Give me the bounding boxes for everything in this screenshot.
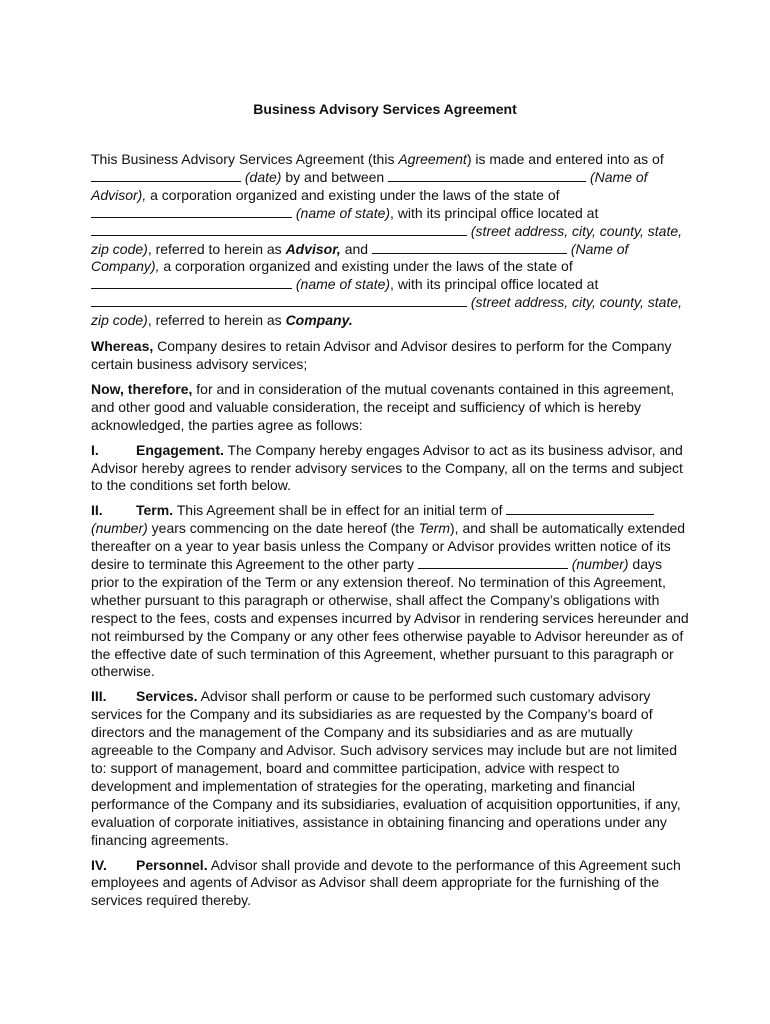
therefore-text: for and in consideration of the mutual covenants contained in this agreement, and other good and valuable consideration, the receipt and sufficiency of which is hereby acknowledged, the parties agree as follows: — [91, 380, 675, 433]
advisor-term: Advisor, — [285, 240, 341, 257]
intro-text-2: ) is made and entered into as of — [466, 151, 664, 167]
section-text: The Company hereby engages Advisor to act as its business advisor, and Advisor hereby agrees to render advisory services to the Company, all on the terms and subject to the conditions set forth below. — [91, 441, 683, 494]
agreement-term: Agreement — [398, 151, 467, 167]
address-blank-2 — [91, 306, 467, 307]
section-heading: Personnel. — [136, 856, 208, 873]
intro-paragraph — [91, 151, 689, 330]
intro-text-5: , with its principal office located at — [390, 204, 599, 221]
section-term — [91, 502, 689, 681]
section-engagement — [91, 442, 689, 496]
section-personnel — [91, 857, 689, 911]
term-number-blank-2 — [418, 568, 568, 569]
address-label-2: (street address, city, county, state, zip code) — [91, 294, 683, 329]
intro-text-7: and — [340, 240, 372, 257]
section-services — [91, 688, 689, 849]
address-blank-1 — [91, 235, 467, 236]
company-term: Company. — [285, 312, 353, 329]
number-label-1: (number) — [91, 520, 148, 537]
intro-text-6: , referred to herein as — [147, 240, 286, 257]
intro-text-3: by and between — [281, 168, 389, 185]
section-heading: Services. — [136, 688, 198, 705]
section-number: III. — [91, 688, 107, 705]
whereas-text: Company desires to retain Advisor and Advisor desires to perform for the Company certain business advisory services; — [91, 338, 672, 372]
advisor-name-label: (Name of Advisor), — [91, 168, 648, 203]
state-blank-2 — [91, 288, 292, 289]
term-text-3: ), and shall be automatically extended thereafter on a year to year basis unless the Company or Advisor provides written notice of its desire to terminate this Agreement to the other party — [91, 520, 686, 573]
company-name-label: (Name of Company), — [91, 240, 629, 275]
date-label: (date) — [244, 168, 282, 185]
intro-text-8: a corporation organized and existing under the laws of the state of — [159, 258, 573, 275]
whereas-lead: Whereas, — [91, 338, 154, 355]
term-number-blank-1 — [506, 514, 654, 515]
section-number: I. — [91, 441, 99, 458]
document-title: Business Advisory Services Agreement — [253, 101, 517, 117]
intro-text-4: a corporation organized and existing under the laws of the state of — [146, 186, 560, 203]
whereas-paragraph — [91, 338, 689, 374]
section-number: II. — [91, 502, 103, 519]
section-number: IV. — [91, 856, 107, 873]
state-label-1: (name of state) — [295, 204, 391, 221]
state-blank-1 — [91, 217, 292, 218]
state-label-2: (name of state) — [295, 276, 391, 293]
company-name-blank — [372, 253, 567, 254]
date-blank — [91, 181, 241, 182]
address-label-1: (street address, city, county, state, zip code) — [91, 222, 683, 257]
intro-text-10: , referred to herein as — [147, 312, 286, 329]
intro-text-9: , with its principal office located at — [390, 276, 599, 293]
term-text-4: days prior to the expiration of the Term or any extension thereof. No termination of this Agreement, whether pursuant to this paragraph or otherwise, shall affect the Company’s obligations with respect to the fees, costs and expenses incurred by Advisor in rendering services hereunder and not reimbursed by the Company or any other fees otherwise payable to Advisor hereunder as of the effective date of such termination of this Agreement, whether pursuant to this paragraph or otherwise. — [91, 556, 689, 680]
intro-text-1: This Business Advisory Services Agreement (this — [91, 151, 399, 167]
therefore-lead: Now, therefore, — [91, 380, 193, 397]
section-text: Advisor shall provide and devote to the performance of this Agreement such employees and agents of Advisor as Advisor shall deem appropriate for the furnishing of the services required thereby. — [91, 856, 681, 909]
section-heading: Engagement. — [136, 441, 224, 458]
section-heading: Term. — [136, 502, 174, 519]
section-text: Advisor shall perform or cause to be performed such customary advisory services for the Company and its subsidiaries as are requested by the Company’s board of directors and the management of the Company and its subsidiaries and as are mutually agreeable to the Company and Advisor. Such advisory services may include but are not limited to: support of management, board and committee participation, advice with respect to development and implementation of strategies for the operating, marketing and financial performance of the Company and its subsidiaries, evaluation of acquisition opportunities, if any, evaluation of corporate initiatives, assistance in obtaining financing and operations under any financing agreements. — [91, 688, 681, 848]
term-text-1: This Agreement shall be in effect for an initial term of — [173, 502, 507, 519]
advisor-name-blank — [388, 181, 586, 182]
number-label-2: (number) — [571, 556, 629, 573]
document-body — [91, 151, 689, 917]
term-word: Term — [418, 520, 451, 537]
term-text-2: years commencing on the date hereof (the — [147, 520, 419, 537]
therefore-paragraph — [91, 381, 689, 435]
